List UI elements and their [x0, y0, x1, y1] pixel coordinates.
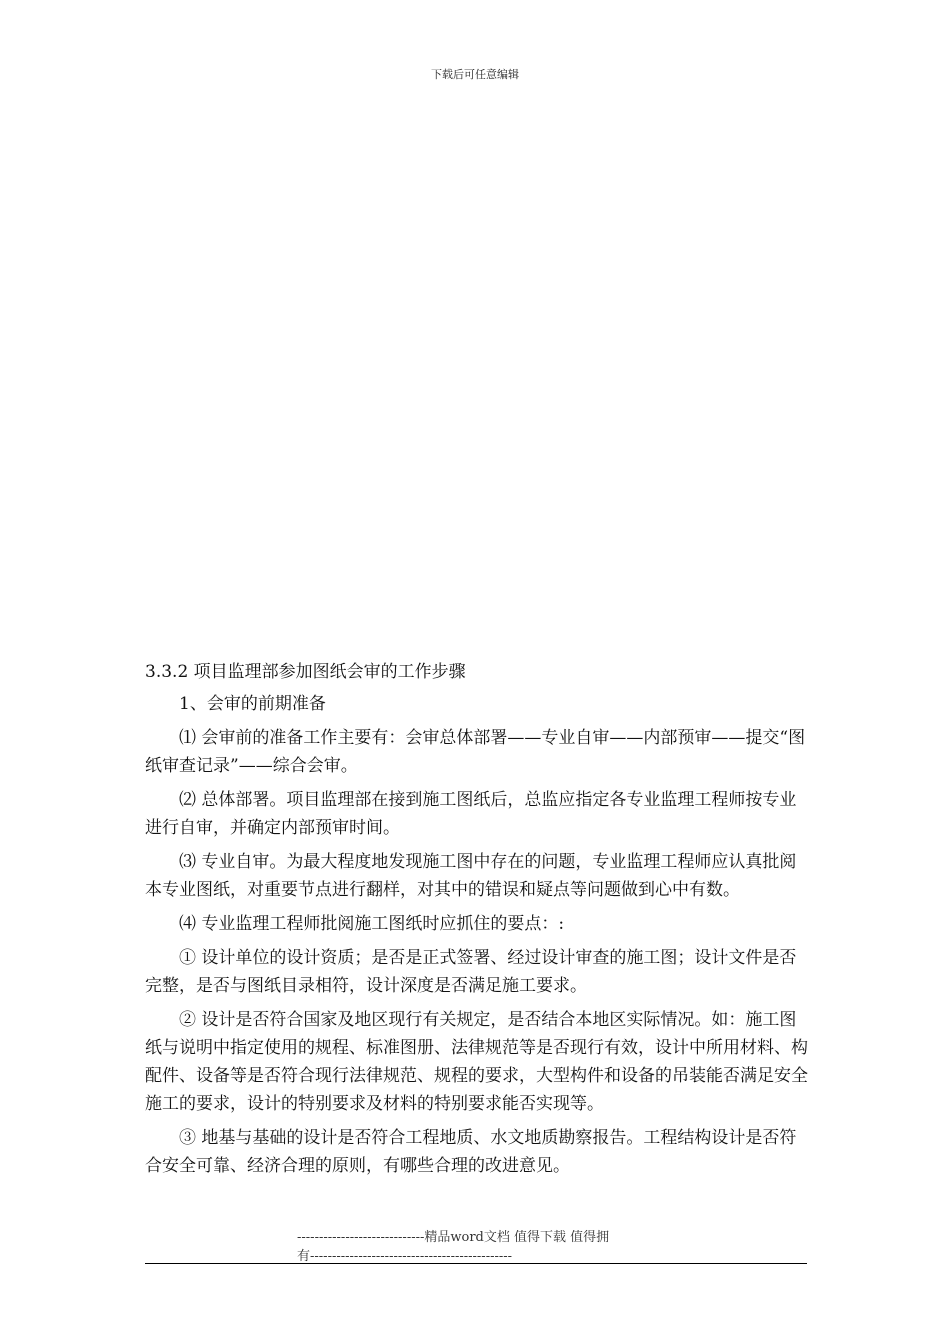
footer-line-2: 有---------------------------------------------- — [297, 1249, 513, 1264]
paragraph-overall-deployment: ⑵ 总体部署。项目监理部在接到施工图纸后，总监应指定各专业监理工程师按专业进行自审，并确定内部预审时间。 — [145, 790, 797, 838]
paragraph-key-points: ⑷ 专业监理工程师批阅施工图纸时应抓住的要点：: — [179, 914, 565, 934]
page-footer — [145, 1228, 807, 1266]
footer-line-1: -----------------------------精品word文档 值得下载 值得拥 — [297, 1230, 610, 1245]
subsection-title: 1、会审的前期准备 — [179, 694, 326, 714]
document-body — [145, 658, 810, 1186]
section-title: 3.3.2 项目监理部参加图纸会审的工作步骤 — [145, 662, 466, 682]
paragraph-preparation: ⑴ 会审前的准备工作主要有：会审总体部署——专业自审——内部预审——提交“图纸审查记录”——综合会审。 — [145, 728, 806, 776]
paragraph-point-3: ③ 地基与基础的设计是否符合工程地质、水文地质勘察报告。工程结构设计是否符合安全可靠、经济合理的原则，有哪些合理的改进意见。 — [145, 1128, 797, 1176]
paragraph-point-1: ① 设计单位的设计资质；是否是正式签署、经过设计审查的施工图；设计文件是否完整，是否与图纸目录相符，设计深度是否满足施工要求。 — [145, 948, 797, 996]
page-header: 下载后可任意编辑 — [431, 68, 519, 81]
paragraph-point-2: ② 设计是否符合国家及地区现行有关规定，是否结合本地区实际情况。如：施工图纸与说明中指定使用的规程、标准图册、法律规范等是否现行有效，设计中所用材料、构配件、设备等是否符合现行法律规范、规程的要求，大型构件和设备的吊装能否满足安全施工的要求，设计的特别要求及材料的特别要求能否实现等。 — [145, 1010, 808, 1114]
footer-divider — [145, 1263, 807, 1264]
paragraph-self-review: ⑶ 专业自审。为最大程度地发现施工图中存在的问题，专业监理工程师应认真批阅本专业图纸，对重要节点进行翻样，对其中的错误和疑点等问题做到心中有数。 — [145, 852, 797, 900]
